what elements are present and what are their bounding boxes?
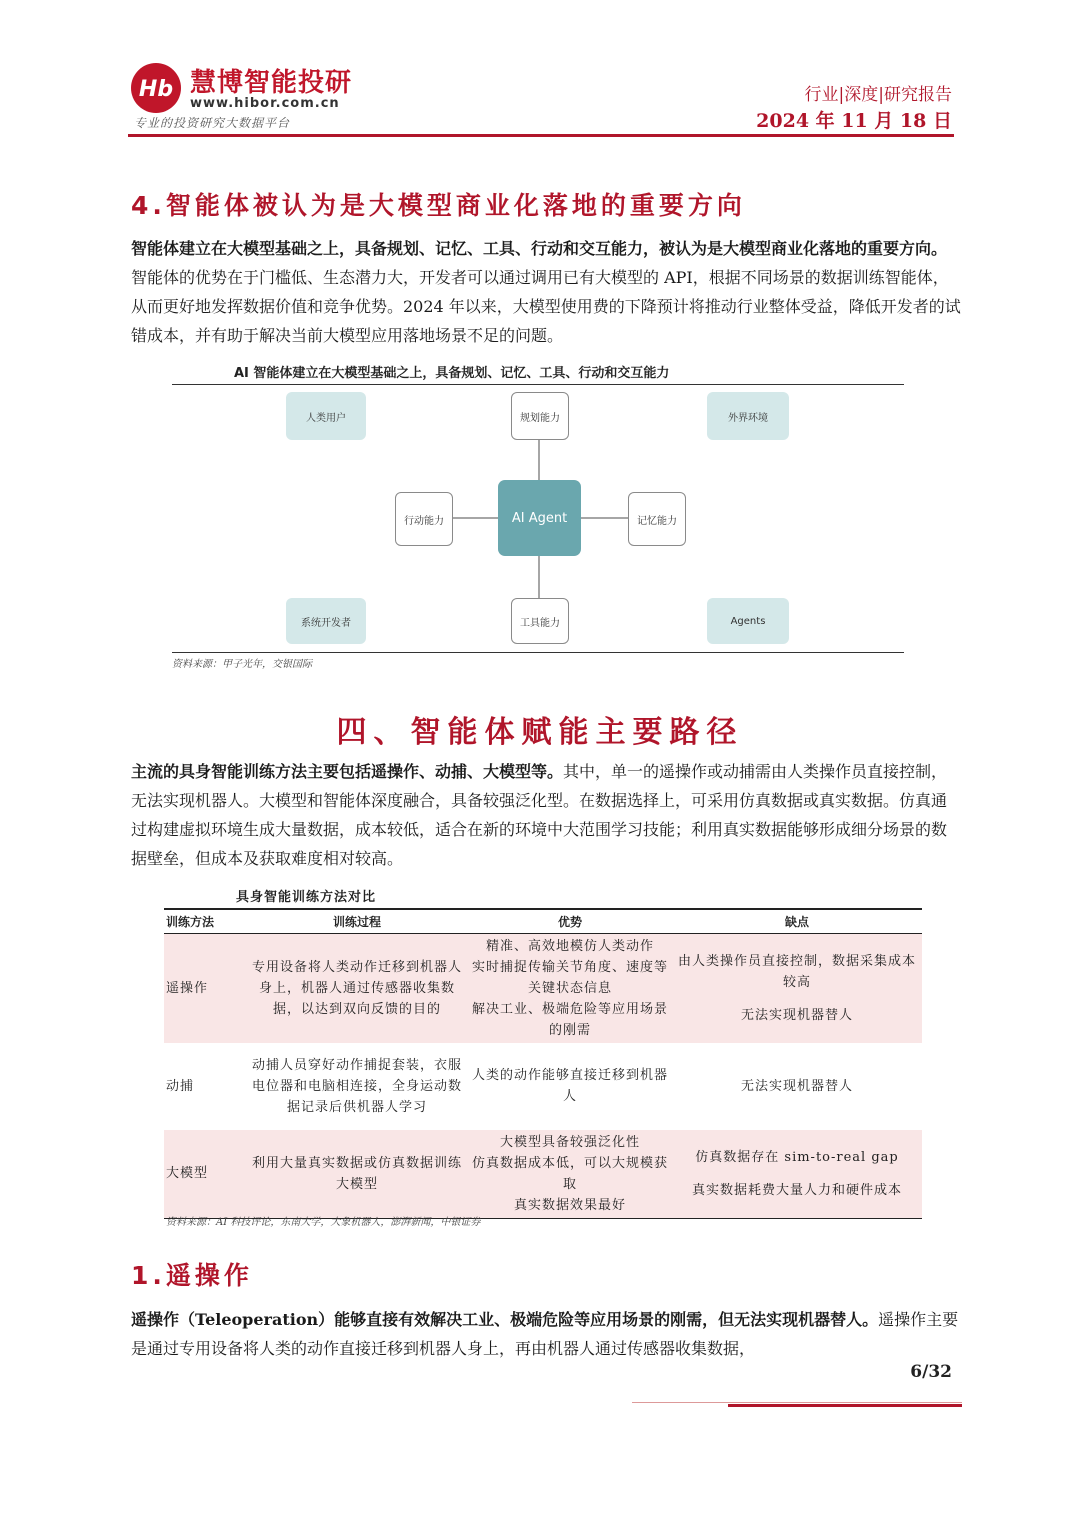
cons-item: 真实数据耗费大量人力和硬件成本 [691, 1182, 902, 1198]
node-action: 行动能力 [395, 492, 453, 546]
figure1-source: 资料来源：甲子光年，交银国际 [172, 659, 312, 670]
header-divider [128, 134, 954, 137]
section1-body: 遥操作主要是通过专用设备将人类的动作直接迁移到机器人身上，再由机器人通过传感器收集数据， [131, 1310, 959, 1358]
node-ai-agent: AI Agent [498, 480, 581, 556]
node-developer: 系统开发者 [286, 598, 366, 644]
table-header: 训练方法 [164, 909, 246, 933]
table-row [164, 933, 922, 1043]
pros-item: 实时捕捉传输关节角度、速度等关键状态信息 [472, 959, 669, 996]
method-cell: 大模型 [164, 1130, 246, 1219]
figure1-top-rule [172, 384, 904, 385]
chapter-body: 其中，单一的遥操作或动捕需由人类操作员直接控制，无法实现机器人。大模型和智能体深度融合，具备较强泛化型。在数据选择上，可采用仿真数据或真实数据。仿真通过构建虚拟环境生成大量数据，成本较低，适合在新的环境中大范围学习技能；利用真实数据能够形成细分场景的数据壁垒，但成本及获取难度相对较高。 [131, 762, 948, 868]
section4-bold-lead: 智能体建立在大模型基础之上，具备规划、记忆、工具、行动和交互能力，被认为是大模型商业化落地的重要方向。 [131, 239, 948, 258]
figure1-bottom-rule [172, 652, 904, 653]
brand-url: www.hibor.com.cn [190, 96, 340, 111]
table-header: 缺点 [672, 909, 922, 933]
footer-thin-rule [632, 1402, 962, 1403]
node-planning: 规划能力 [511, 392, 569, 440]
cons-item: 无法实现机器替人 [740, 1007, 853, 1023]
node-tools: 工具能力 [511, 598, 569, 644]
table-header: 优势 [468, 909, 672, 933]
section4-paragraph [131, 234, 961, 350]
node-human-user: 人类用户 [286, 392, 366, 440]
cons-cell [672, 1130, 922, 1219]
process-cell: 动捕人员穿好动作捕捉套装，衣服电位器和电脑相连接，全身运动数据记录后供机器人学习 [251, 1057, 462, 1115]
cons-cell [672, 933, 922, 1043]
table-title: 具身智能训练方法对比 [236, 890, 377, 905]
brand-slogan: 专业的投资研究大数据平台 [134, 116, 291, 130]
pros-item: 仿真数据成本低，可以大规模获取 [472, 1155, 669, 1192]
cons-item: 由人类操作员直接控制，数据采集成本较高 [677, 953, 916, 990]
method-cell: 遥操作 [164, 933, 246, 1043]
brand-name: 慧博智能投研 [190, 68, 353, 98]
cons-item: 仿真数据存在 sim-to-real gap [695, 1149, 899, 1165]
footer-thick-rule [728, 1404, 962, 1407]
process-cell: 利用大量真实数据或仿真数据训练大模型 [246, 1130, 468, 1219]
logo-mark-text: Hb [138, 77, 174, 102]
table-row [164, 1053, 922, 1120]
table-source: 资料来源：AI 科技评论，东南大学，大象机器人，澎湃新闻，中银证券 [166, 1217, 481, 1228]
table-header: 训练过程 [246, 909, 468, 933]
pros-cell [468, 933, 672, 1043]
section-heading-teleoperation: 1.遥操作 [131, 1261, 253, 1290]
node-environment: 外界环境 [707, 392, 789, 440]
figure1-title: AI 智能体建立在大模型基础之上，具备规划、记忆、工具、行动和交互能力 [234, 366, 670, 381]
chapter-paragraph [131, 757, 961, 873]
pros-cell [468, 1130, 672, 1219]
training-methods-table [164, 908, 922, 1219]
section1-bold-lead: 遥操作（Teleoperation）能够直接有效解决工业、极端危险等应用场景的刚需，但无法实现机器替人。 [131, 1310, 879, 1329]
pros-item: 大模型具备较强泛化性 [499, 1134, 640, 1150]
table-row [164, 1130, 922, 1219]
section-heading-agents: 4.智能体被认为是大模型商业化落地的重要方向 [131, 191, 746, 220]
agent-diagram [172, 388, 904, 652]
pros-item: 真实数据效果最好 [513, 1197, 626, 1213]
process-cell: 专用设备将人类动作迁移到机器人身上，机器人通过传感器收集数据，以达到双向反馈的目的 [246, 933, 468, 1043]
node-memory: 记忆能力 [628, 492, 686, 546]
page-number: 6/32 [910, 1362, 952, 1382]
brand-logo [130, 60, 470, 132]
pros-cell: 人类的动作能够直接迁移到机器人 [472, 1068, 669, 1104]
report-date: 2024 年 11 月 18 日 [756, 110, 952, 132]
pros-item: 解决工业、极端危险等应用场景的刚需 [472, 1001, 669, 1038]
section1-paragraph [131, 1305, 961, 1363]
hibor-logo-icon [130, 62, 182, 114]
table-header-row [164, 909, 922, 933]
pros-item: 精准、高效地模仿人类动作 [485, 938, 654, 954]
report-type: 行业|深度|研究报告 [804, 85, 952, 105]
node-agents: Agents [707, 598, 789, 644]
method-cell: 动捕 [166, 1078, 195, 1094]
section4-body: 智能体的优势在于门槛低、生态潜力大，开发者可以通过调用已有大模型的 API，根据不同场景的数据训练智能体，从而更好地发挥数据价值和竞争优势。2024 年以来，大模型使用费的下降预计将推动行业整体受益，降低开发者的试错成本，并有助于解决当前大模型应用落地场景不足的问题。 [131, 268, 961, 345]
chapter-heading: 四、智能体赋能主要路径 [336, 715, 744, 750]
chapter-bold-lead: 主流的具身智能训练方法主要包括遥操作、动捕、大模型等。 [131, 762, 564, 781]
cons-cell: 无法实现机器替人 [740, 1078, 853, 1094]
